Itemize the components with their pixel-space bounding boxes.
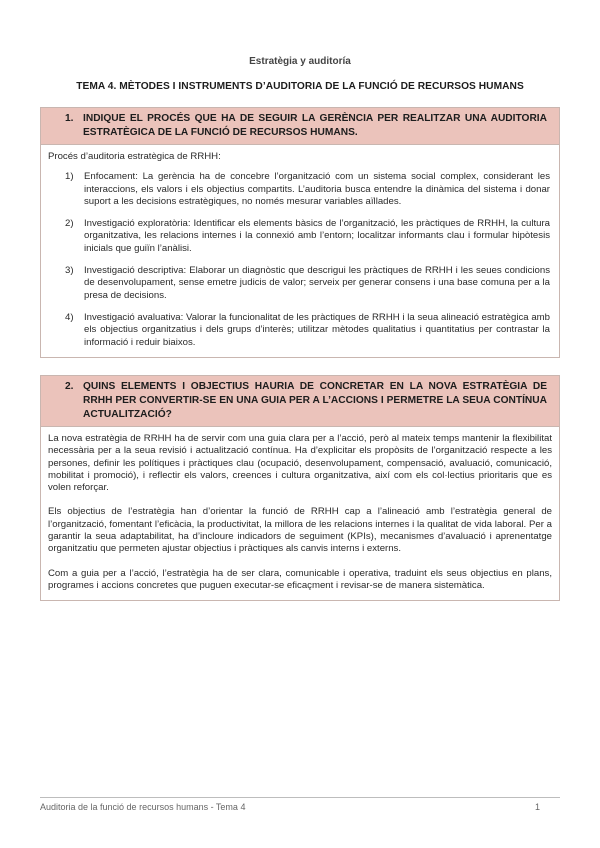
- question-1-answer: [41, 145, 559, 357]
- answer-paragraph: La nova estratègia de RRHH ha de servir com una guia clara per a l’acció, però al mateix temps mantenir la flexibilitat necessària per a la seua revisió i actualització contínua. Ha d’explicitar els propòsits de l’organització respecte a les persones, definir les polítiques i pràctiques clau (ocupació, desenvolupament, compensació, avaluació, comunicació, mobilitat i promoció), i reflectir els valors, creences i cultura organitzativa, així com els col·lectius prioritaris que es volen reforçar.: [48, 433, 552, 494]
- list-item-text: Enfocament: La gerència ha de concebre l’organització com un sistema social complex, considerant les interaccions, els valors i els objectius compartits. L’auditoria busca entendre la dinàmica del sistema i donar suport a les decisions estratègiques, no només mesurar variables aïllades.: [84, 171, 550, 207]
- list-item-number: 2): [65, 218, 74, 230]
- list-item-number: 4): [65, 311, 74, 323]
- list-item: [48, 265, 552, 302]
- footer-text: Auditoria de la funció de recursos humans - Tema 4: [40, 802, 246, 812]
- answer-intro: Procés d’auditoria estratègica de RRHH:: [48, 151, 221, 162]
- document-title: TEMA 4. MÈTODES I INSTRUMENTS D’AUDITORIA DE LA FUNCIÓ DE RECURSOS HUMANS: [76, 81, 524, 92]
- list-item-number: 3): [65, 265, 74, 277]
- list-item: [48, 218, 552, 255]
- list-item: [48, 312, 552, 349]
- list-item-text: Investigació exploratòria: Identificar els elements bàsics de l’organització, les pràctiques de RRHH, la cultura organitzativa, les relacions internes i la connexió amb l’entorn; localitzar informants clau i formular hipòtesis inicials que guiïn l’anàlisi.: [84, 218, 550, 254]
- list-item: [48, 171, 552, 208]
- answer-paragraph: Com a guia per a l’acció, l’estratègia ha de ser clara, comunicable i operativa, traduint els seus objectius en plans, programes i accions concretes que puguen executar-se eficaçment i revisar-se de manera sistemàtica.: [48, 567, 552, 591]
- question-text: QUINS ELEMENTS I OBJECTIUS HAURIA DE CONCRETAR EN LA NOVA ESTRATÈGIA DE RRHH PER CONVERTIR-SE EN UNA GUIA PER A L’ACCIONS I PERMETRE LA SEUA CONTÍNUA ACTUALITZACIÓ?: [83, 381, 547, 420]
- question-text: INDIQUE EL PROCÉS QUE HA DE SEGUIR LA GERÈNCIA PER REALITZAR UNA AUDITORIA ESTRATÈGICA DE LA FUNCIÓ DE RECURSOS HUMANS.: [83, 113, 547, 138]
- page-number: 1: [534, 802, 540, 812]
- course-header: Estratègia y auditoría: [249, 56, 351, 67]
- question-2-box: [40, 375, 560, 601]
- question-2-answer: [41, 427, 559, 600]
- footer-divider: [40, 797, 560, 798]
- question-number: 2.: [65, 381, 74, 392]
- list-item-text: Investigació descriptiva: Elaborar un diagnòstic que descrigui les pràctiques de RRHH i les seues condicions de desenvolupament, sense emetre judicis de valor; serveix per generar consens i una base comuna per a la presa de decisions.: [84, 265, 550, 301]
- question-number: 1.: [65, 113, 74, 124]
- answer-paragraph: Els objectius de l’estratègia han d’orientar la funció de RRHH cap a l’alineació amb l’estratègia general de l’organització, fomentant l’eficàcia, la productivitat, la millora de les relacions internes i la qualitat de vida laboral. Per a garantir la seua adaptabilitat, ha d’incloure indicadors de seguiment (KPIs), mecanismes d’avaluació i aprenentatge organitzatiu que permeten ajustar objectius i pràctiques als canvis interns i externs.: [48, 506, 552, 555]
- question-1-heading: [41, 108, 559, 145]
- list-item-number: 1): [65, 171, 74, 183]
- list-item-text: Investigació avaluativa: Valorar la funcionalitat de les pràctiques de RRHH i la seua alineació estratègica amb els objectius organitzatius i dels grups d’interès; utilitzar mètodes qualitatius i quantitatius per contrastar la informació i reduir biaixos.: [84, 311, 550, 348]
- question-1-box: [40, 107, 560, 358]
- question-2-heading: [41, 376, 559, 427]
